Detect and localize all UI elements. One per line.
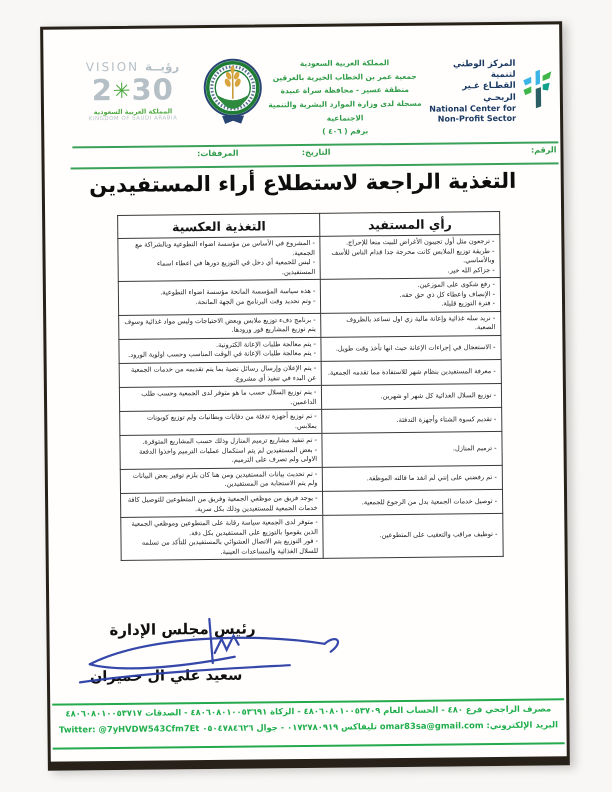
document-page [40,21,570,770]
bullet-item: - يتم توزيع السلال حسب ما هو متوفر لدى الجمعية وحسب طلب الداعمين. [125,388,317,409]
cell-opinion [322,359,502,385]
bullet-item: - وتم تحديد وقت البرنامج من الجهة المانحة. [124,296,316,308]
cell-opinion [323,465,503,491]
ncnp-logo-icon [520,68,556,114]
cell-feedback [118,236,321,281]
cell-opinion [322,384,502,410]
cell-feedback [119,385,322,411]
letterhead-text-line: جمعية عمر بن الخطاب الخيرية بالعرقين [272,71,417,83]
bullet-item: - ليس للجمعية أي دخل في التوزيع دورها في اعطاء اسماء المستفيدين. [124,258,316,279]
footer-bottom-line [53,742,565,749]
bullet-item: - الإنصاف واعطاء كل ذي حق حقه. [326,290,495,301]
bullet-item: - تم تنفيذ مشاريع ترميم المنازل وذلك حسب المشاريع المتوفرة. [125,436,317,448]
cell-opinion [322,432,502,468]
table-row [118,278,500,316]
bullet-item: - توزيع السلال الغذائية كل شهر او شهرين. [327,391,496,402]
bullet-item: - معرفة المستفيدين بنظام شهر للاستفادة مما تقدمه الجمعية. [327,367,496,378]
cell-feedback [118,280,321,316]
letterhead-text-line: منطقة عسير - محافظة سراة عبيدة [280,85,410,96]
bullet-item: - بعض المستفيدين لم يتم استكمال عمليات الترميم واخذوا الدفعة الاولى ولم تصرف على الترميم. [126,446,318,467]
letterhead-text-line: المملكة العربية السعودية [299,58,390,69]
bullet-item: - تم تحديث بيانات المستفيدين ومن هنا كان يلزم توفير بعض البيانات ولم يتم الاستجابة من المستفيدين. [126,470,318,491]
cell-feedback [120,410,323,436]
bullet-item: - يتم معالجة طلبات الإعانة الكترونية. [124,340,316,352]
cell-opinion [322,408,502,434]
cell-opinion [320,234,500,279]
feedback-table [117,211,504,561]
cell-opinion [321,335,501,361]
footer-bank-accounts: مصرف الراجحي فرع ٤٨٠ - الحساب العام ٤٨٠٦٠٨٠١٠٠٥٣٧٠٩ - الزكاة ٤٨٠٦٠٨٠١٠٠٥٣٦٩١ - الصدقات ٤٨٠٦٠٨٠١٠٠٥٣٧١٧ [65,703,552,719]
vision-ar-text: رؤيــة [144,59,180,74]
column-header-feedback: التغذية العكسية [118,213,321,238]
bullet-item: - المشروع في الأساس من مؤسسة اضواء التطوعية وبالشراكة مع الجمعية. [123,239,315,260]
bullet-item: - رفع شكوى على الموزعين. [326,280,495,291]
bullet-item: - تقديم كسوة الشتاء وأجهزة التدفئة. [328,415,497,426]
signatory-name: سعيد علي ال حميران [89,667,243,686]
vision-country-ar: المملكة العربية السعودية [93,107,173,117]
handwritten-signature [74,611,375,709]
page-title: التغذية الراجعة لاستطلاع أراء المستفيدين [89,168,517,198]
footer-contact-info: البريد الإلكتروني: omar83sa@gmail.com تليفاكس ٠١٧٢٧٨٠٩١٩ - جوال ٠٥٠٤٧٨٤٦٢٦ Twitter: @7yHVDW543Cfm7Et [58,719,558,735]
vision-2030-logo [69,60,196,123]
cell-opinion [321,278,501,314]
bullet-item: - ترميم المنازل. [328,444,497,455]
table-row [121,514,503,561]
bullet-item: - فترة التوزيع قليلة. [326,299,495,310]
cell-opinion [321,311,501,337]
bullet-item: - توظيف مراقب والتعقيب على المتطوعين. [329,530,498,541]
cell-feedback [119,337,322,363]
bullet-item: - متوفر لدى الجمعية سياسة رقابة على المتطوعين وموظفي الجمعية الذين يقوموا بالتوزيع على المستفيدين بكل دقة. [126,518,318,539]
bullet-item: - يوجد فريق من موظفي الجمعية وفريق من المتطوعين للتوصيل كافة خدمات الجمعية للمستفيدين وذلك بكل سرية. [126,494,318,515]
table-body [118,234,503,560]
bullet-item: - يتم معالجة طلبات الإعانة في الوقت المناسب وحسب اولوية الورود. [125,349,317,361]
column-header-opinion: رأي المستفيد [320,211,500,236]
cell-feedback [119,361,322,387]
letterhead-text-line: برقم ( ٤٠٦ ) [322,126,369,137]
table-row [118,234,500,281]
vision-country-en: KINGDOM OF SAUDI ARABIA [88,115,178,123]
cell-feedback [120,467,323,493]
vision-2030-year: 2✳30 [91,72,175,108]
bullet-item: - فور التوزيع يتم الاتصال العشوائي بالمستفيدين للتأكد من تسلمه للسلال الغذائية والمساعدات العينية. [126,537,318,558]
cell-feedback [121,515,324,560]
cell-feedback [121,491,324,517]
table-row [120,432,502,470]
bullet-item: - جزاكم الله خير. [326,266,495,277]
vision-2030-tree-icon: ✳ [112,78,132,104]
organization-letterhead-text [261,56,428,140]
cell-opinion [323,514,503,559]
vision-en-text: VISION [85,59,140,75]
ncnp-logo-text: المركز الوطني لتنمية القطـاع غـير الربحـي National Center for Non-Profit Sector [429,58,517,124]
ncnp-logo [427,58,556,125]
bullet-item: - طريقة توزيع الملابس كانت محرجة جدا قدام الناس للأسف وبالأساسي. [326,247,495,268]
association-emblem [201,53,264,134]
reference-number-label: الرقم: [530,145,557,155]
bullet-item: - برنامج دفء توزيع ملابس وبعض الاحتياجات وليس مواد غذائية وسوف يتم توزيع المشاريع فور ورودها. [124,316,316,337]
signatory-role: رئيس مجلس الإدارة [109,619,256,640]
bullet-item: - تم توزيع أجهزة تدفئة من دفايات وبطانيات ولم توزيع كوبونات بملابس. [125,412,317,433]
bullet-item: - نريد سله غذائية وإعانة مالية زي اول تساعد بالظروف الصعبة. [327,314,496,335]
cell-feedback [119,313,322,339]
bullet-item: - هذه سياسة المؤسسة المانحة مؤسسة اضواء التطوعية. [124,287,316,299]
attachments-label: المرفقات: [197,148,239,159]
bullet-item: - ترجعون مثل أول تجيبون الأغراض للبيت منعا للإحراج. [326,237,495,248]
bullet-item: - تم رفضني على إنني لم انفذ ما قالته الموظفة. [328,473,497,484]
bullet-item: - الاستعجال في إجراءات الإعانة حيث انها تأخذ وقت طويل. [327,343,496,354]
cell-opinion [323,489,503,515]
cell-feedback [120,434,323,470]
bullet-item: - توصيل خدمات الجمعية بدل من الرجوع للجمعية. [329,497,498,508]
bullet-item: - يتم الإعلان وإرسال رسائل نصية بما يتم تقديمه من خدمات الجمعية عن البدء في تنفيذ أي مشروع. [125,364,317,385]
feedback-table-container [117,211,504,561]
letterhead-text-line: مسجلة لدى وزارة الموارد البشرية والتنمية الاجتماعية [268,98,422,123]
date-label: التاريخ: [301,147,331,158]
